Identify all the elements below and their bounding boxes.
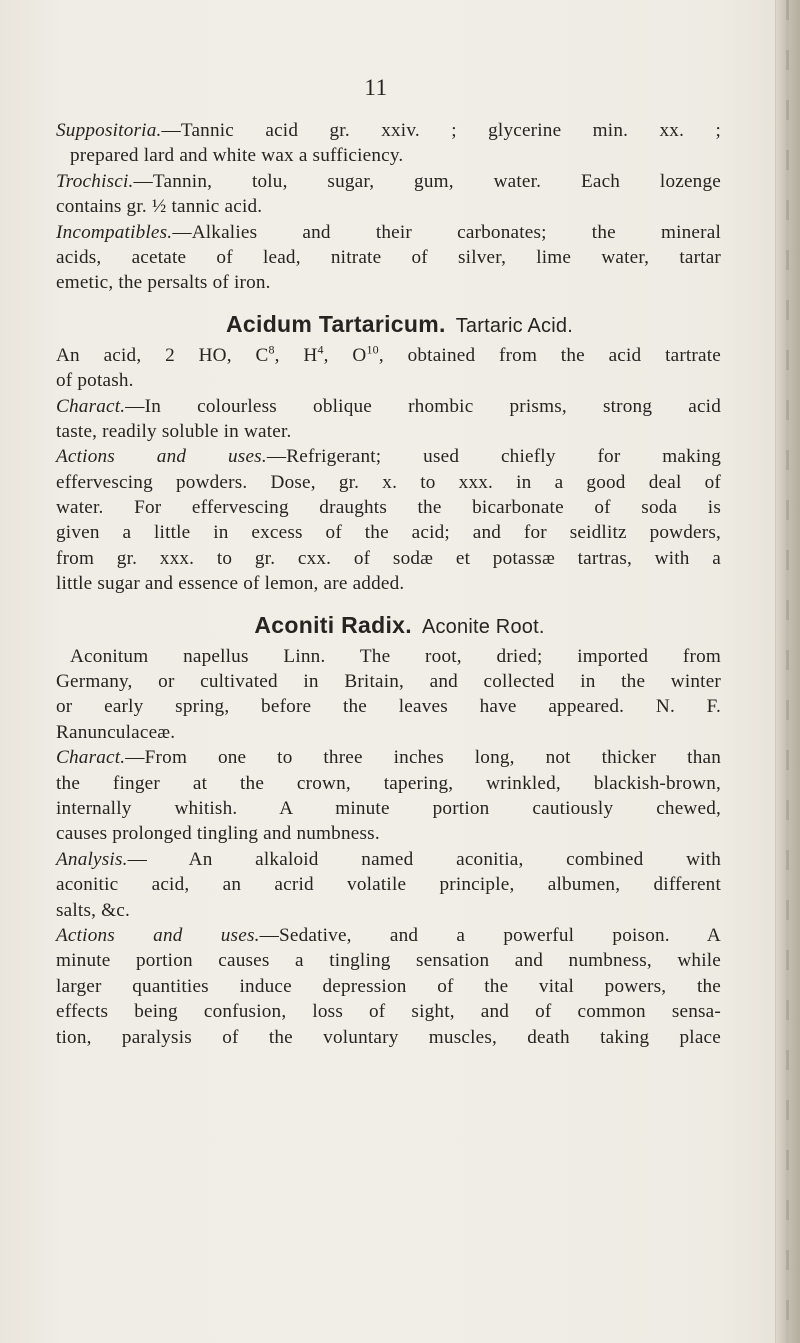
tartaric-charact-label: Charact. bbox=[56, 395, 126, 417]
aconite-intro-line-3: or early spring, before the leaves have appeared. N. F. bbox=[56, 696, 721, 718]
tartaric-heading bbox=[56, 309, 721, 339]
page-text bbox=[56, 118, 721, 1050]
aconite-analysis-label: Analysis. bbox=[56, 848, 128, 870]
page-number: 11 bbox=[364, 75, 388, 100]
page-edge-shadow bbox=[775, 0, 800, 1343]
aconite-actions-line-5: tion, paralysis of the voluntary muscles, death taking place bbox=[56, 1026, 721, 1048]
suppositoria-line-2: prepared lard and white wax a sufficiency. bbox=[70, 145, 404, 167]
tartaric-charact-line-1: Charact.—In colourless oblique rhombic prisms, strong acid bbox=[56, 395, 721, 417]
aconite-analysis-line-2: aconitic acid, an acrid volatile principle, albumen, different bbox=[56, 874, 721, 896]
tartaric-actions-line-2: effervescing powders. Dose, gr. x. to xxx. in a good deal of bbox=[56, 471, 721, 493]
aconite-charact-line-1: Charact.—From one to three inches long, not thicker than bbox=[56, 747, 721, 769]
tartaric-actions-line-5: from gr. xxx. to gr. cxx. of sodæ et potassæ tartras, with a bbox=[56, 547, 721, 569]
aconite-charact-line-3: internally whitish. A minute portion cautiously chewed, bbox=[56, 797, 721, 819]
tartaric-charact-line-2: taste, readily soluble in water. bbox=[56, 420, 292, 442]
aconite-charact-line-4: causes prolonged tingling and numbness. bbox=[56, 823, 380, 845]
suppositoria-label: Suppositoria. bbox=[56, 120, 162, 141]
aconite-actions-line-4: effects being confusion, loss of sight, and of common sensa- bbox=[56, 1001, 721, 1023]
tartaric-intro-line-2: of potash. bbox=[56, 370, 134, 392]
trochisci-label: Trochisci. bbox=[56, 170, 134, 192]
tartaric-heading-title: Acidum Tartaricum. bbox=[226, 310, 446, 337]
aconite-charact-label: Charact. bbox=[56, 747, 126, 769]
aconite-actions-line-1: Actions and uses.—Sedative, and a powerful poison. A bbox=[56, 924, 721, 946]
incompatibles-label: Incompatibles. bbox=[56, 221, 173, 243]
tartaric-actions-line-4: given a little in excess of the acid; and for seidlitz powders, bbox=[56, 522, 721, 544]
aconite-actions-line-2: minute portion causes a tingling sensation and numbness, while bbox=[56, 950, 721, 972]
tartaric-actions-line-3: water. For effervescing draughts the bicarbonate of soda is bbox=[56, 497, 721, 519]
tartaric-intro-line-1: An acid, 2 HO, $C^8$, $H^4$, $O^{10}$, obtained from the acid tartrate bbox=[56, 342, 721, 366]
aconite-actions-line-3: larger quantities induce depression of the vital powers, the bbox=[56, 975, 721, 997]
aconite-charact-line-2: the finger at the crown, tapering, wrinkled, blackish-brown, bbox=[56, 772, 721, 794]
tartaric-heading-subtitle: Tartaric Acid. bbox=[455, 314, 573, 337]
aconite-analysis-line-1: Analysis.— An alkaloid named aconitia, combined with bbox=[56, 848, 721, 870]
aconite-heading bbox=[56, 610, 721, 640]
aconite-intro-line-2: Germany, or cultivated in Britain, and collected in the winter bbox=[56, 671, 721, 693]
aconite-intro-line-1: Aconitum napellus Linn. The root, dried; imported from bbox=[70, 645, 721, 667]
aconite-analysis-line-3: salts, &c. bbox=[56, 899, 130, 921]
tartaric-actions-label: Actions and uses. bbox=[56, 446, 267, 468]
aconite-actions-label: Actions and uses. bbox=[56, 924, 260, 946]
aconite-heading-subtitle: Aconite Root. bbox=[421, 615, 545, 638]
incompatibles-line-3: emetic, the persalts of iron. bbox=[56, 272, 271, 294]
suppositoria-line-1: Suppositoria.—Tannic acid gr. xxiv. ; glycerine min. xx. ; bbox=[56, 120, 721, 141]
incompatibles-line-2: acids, acetate of lead, nitrate of silver, lime water, tartar bbox=[56, 246, 721, 268]
incompatibles-line-1: Incompatibles.—Alkalies and their carbonates; the mineral bbox=[56, 221, 721, 243]
aconite-intro-line-4: Ranunculaceæ. bbox=[56, 721, 176, 743]
tartaric-actions-line-6: little sugar and essence of lemon, are added. bbox=[56, 573, 405, 595]
trochisci-line-2: contains gr. ½ tannic acid. bbox=[56, 196, 263, 218]
tartaric-actions-line-1: Actions and uses.—Refrigerant; used chiefly for making bbox=[56, 446, 722, 468]
trochisci-line-1: Trochisci.—Tannin, tolu, sugar, gum, water. Each lozenge bbox=[56, 170, 721, 192]
aconite-heading-title: Aconiti Radix. bbox=[254, 611, 412, 638]
